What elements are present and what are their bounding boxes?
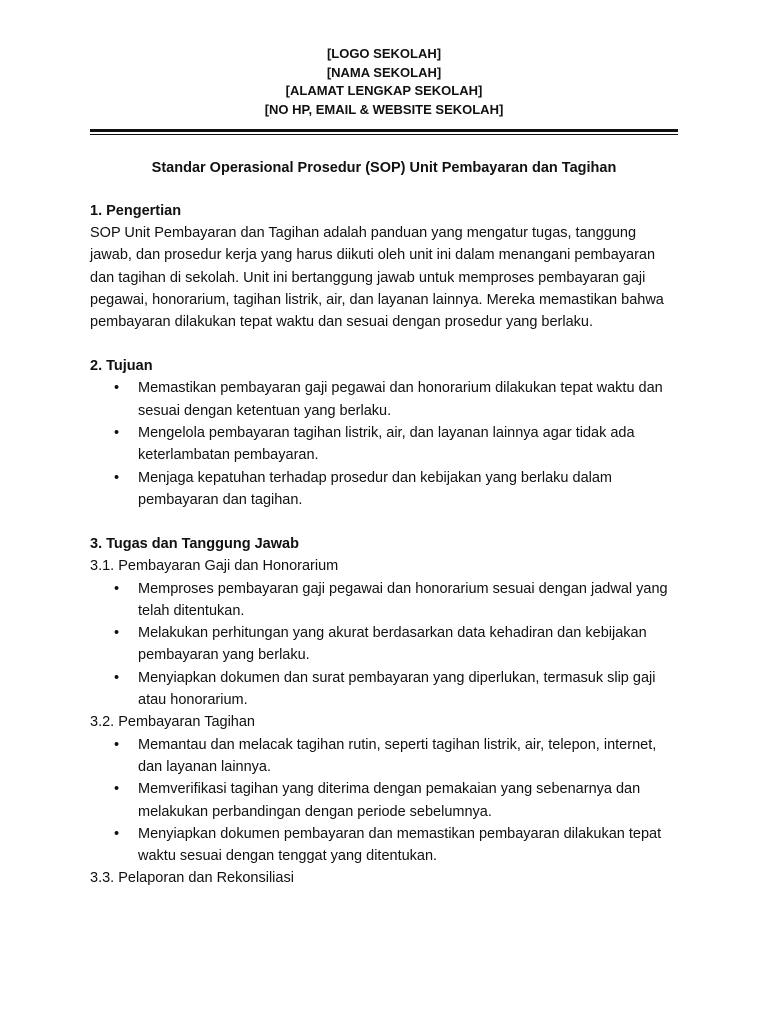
list-item: • Mengelola pembayaran tagihan listrik, air, dan layanan lainnya agar tidak ada keterlambatan pembayaran. bbox=[138, 422, 678, 467]
subsection-heading-gaji: 3.1. Pembayaran Gaji dan Honorarium bbox=[90, 558, 339, 575]
tujuan-list bbox=[90, 377, 678, 511]
list-item: • Menyiapkan dokumen pembayaran dan memastikan pembayaran dilakukan tepat waktu sesuai dengan tenggat yang ditentukan. bbox=[138, 823, 678, 868]
school-address-placeholder: [ALAMAT LENGKAP SEKOLAH] bbox=[285, 83, 483, 98]
school-logo-placeholder: [LOGO SEKOLAH] bbox=[326, 46, 442, 61]
document-title: Standar Operasional Prosedur (SOP) Unit Pembayaran dan Tagihan bbox=[151, 160, 617, 176]
list-item: • Memverifikasi tagihan yang diterima dengan pemakaian yang sebenarnya dan melakukan perbandingan dengan periode sebelumnya. bbox=[138, 778, 678, 823]
list-item: • Memastikan pembayaran gaji pegawai dan honorarium dilakukan tepat waktu dan sesuai dengan ketentuan yang berlaku. bbox=[138, 377, 678, 422]
school-contact-placeholder: [NO HP, EMAIL & WEBSITE SEKOLAH] bbox=[264, 101, 504, 117]
list-item: • Menyiapkan dokumen dan surat pembayaran yang diperlukan, termasuk slip gaji atau honorarium. bbox=[138, 667, 678, 712]
section-heading-tugas: 3. Tugas dan Tanggung Jawab bbox=[90, 536, 299, 553]
subsection-heading-pelaporan: 3.3. Pelaporan dan Rekonsiliasi bbox=[90, 870, 294, 887]
school-name-placeholder: [NAMA SEKOLAH] bbox=[326, 64, 442, 80]
subsection-heading-tagihan: 3.2. Pembayaran Tagihan bbox=[90, 714, 255, 731]
section-body-pengertian: SOP Unit Pembayaran dan Tagihan adalah panduan yang mengatur tugas, tanggung jawab, dan prosedur kerja yang harus diikuti oleh unit ini dalam menangani pembayaran dan tagihan di sekolah. Unit ini bertanggung jawab untuk memproses pembayaran gaji pegawai, honorarium, tagihan listrik, air, dan layanan lainnya. Mereka memastikan bahwa pembayaran dilakukan tepat waktu dan sesuai dengan prosedur yang berlaku. bbox=[90, 225, 664, 331]
list-item: • Melakukan perhitungan yang akurat berdasarkan data kehadiran dan kebijakan pembayaran yang berlaku. bbox=[138, 622, 678, 667]
letterhead-divider-thick bbox=[90, 129, 678, 132]
list-item: • Memproses pembayaran gaji pegawai dan honorarium sesuai dengan jadwal yang telah ditentukan. bbox=[138, 578, 678, 623]
letterhead bbox=[90, 0, 678, 119]
list-item: • Menjaga kepatuhan terhadap prosedur dan kebijakan yang berlaku dalam pembayaran dan tagihan. bbox=[138, 467, 678, 512]
gaji-list bbox=[90, 578, 678, 712]
section-heading-tujuan: 2. Tujuan bbox=[90, 358, 153, 375]
tagihan-list bbox=[90, 734, 678, 868]
list-item: • Memantau dan melacak tagihan rutin, seperti tagihan listrik, air, telepon, internet, dan layanan lainnya. bbox=[138, 734, 678, 779]
section-heading-pengertian: 1. Pengertian bbox=[90, 203, 182, 219]
letterhead-divider-thin bbox=[90, 134, 678, 135]
